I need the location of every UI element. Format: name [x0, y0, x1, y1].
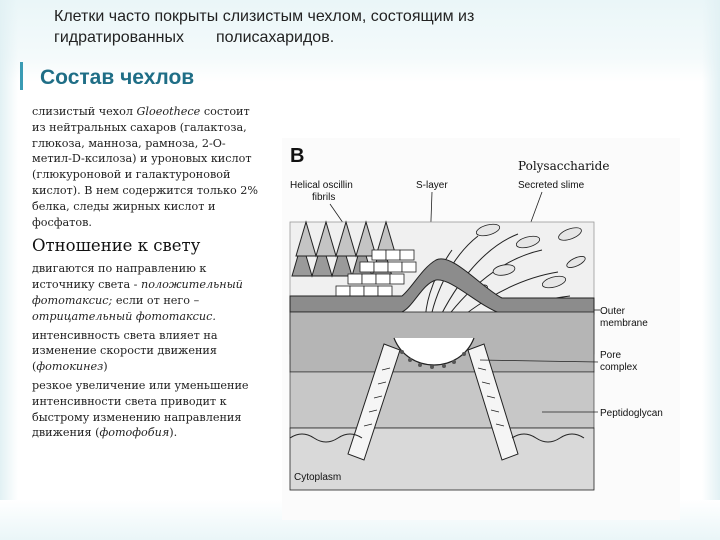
photokinesis-text: интенсивность света влияет на изменение скорости движения ( [32, 328, 218, 374]
photophobia-text: резкое увеличение или уменьшение интенсивности света приводит к быстрому изменению направления движения ( [32, 378, 249, 440]
label-helical-1: Helical oscillin [290, 180, 353, 191]
composition-text-end: состоит из нейтральных сахаров (галактоза, глюкоза, манноза, рамноза, 2-О-метил-D-ксилоза) и уроновых кислот (глюкуроновой и галактуроновой кислот). В нем содержится только 2% белка, следы жирных кислот и фосфатов. [32, 105, 258, 229]
label-pore-1: Pore [600, 350, 622, 361]
composition-paragraph [32, 104, 264, 230]
label-peptidoglycan: Peptidoglycan [600, 408, 663, 419]
positive-phototaxis-term: положительный фототаксис; [32, 278, 243, 307]
label-outer-membrane-2: membrane [600, 318, 648, 329]
figure-letter: B [290, 145, 305, 167]
label-slayer: S-layer [416, 180, 448, 191]
photokinesis-paragraph [32, 328, 264, 375]
photokinesis-term: фотокинез [36, 360, 104, 374]
photophobia-paragraph [32, 378, 264, 441]
phototaxis-text: двигаются по направлению к источнику света - [32, 262, 207, 292]
photophobia-end: ). [169, 426, 178, 440]
genus-name: Gloeothece [136, 105, 201, 118]
label-secreted-slime: Secreted slime [518, 180, 585, 191]
cell-envelope-diagram [282, 138, 680, 520]
label-helical-2: fibrils [312, 192, 336, 203]
photokinesis-end: ) [103, 360, 108, 374]
intro-line-2b: полисахаридов. [216, 29, 335, 46]
text-column [32, 104, 264, 441]
negative-phototaxis-term: отрицательный фототаксис. [32, 309, 216, 323]
phototaxis-paragraph [32, 261, 264, 324]
phototaxis-text-2: если от него – [112, 293, 200, 307]
intro-line-1: Клетки часто покрыты слизистым чехлом, состоящим из [54, 8, 475, 25]
section-heading: Состав чехлов [40, 66, 195, 89]
heading-accent-rule [20, 62, 23, 90]
composition-text-start: слизистый чехол [32, 105, 137, 118]
light-heading: Отношение к свету [32, 236, 201, 256]
cell-envelope-figure [282, 138, 680, 520]
intro-line-2a: гидратированных [54, 29, 185, 46]
label-polysaccharide: Polysaccharide [518, 159, 610, 173]
intro-text [54, 6, 654, 48]
left-border-decoration [0, 0, 18, 540]
photophobia-term: фотофобия [99, 426, 170, 440]
right-border-decoration [702, 0, 720, 540]
label-outer-membrane-1: Outer [600, 306, 626, 317]
label-cytoplasm: Cytoplasm [294, 472, 342, 483]
label-pore-2: complex [600, 362, 638, 373]
